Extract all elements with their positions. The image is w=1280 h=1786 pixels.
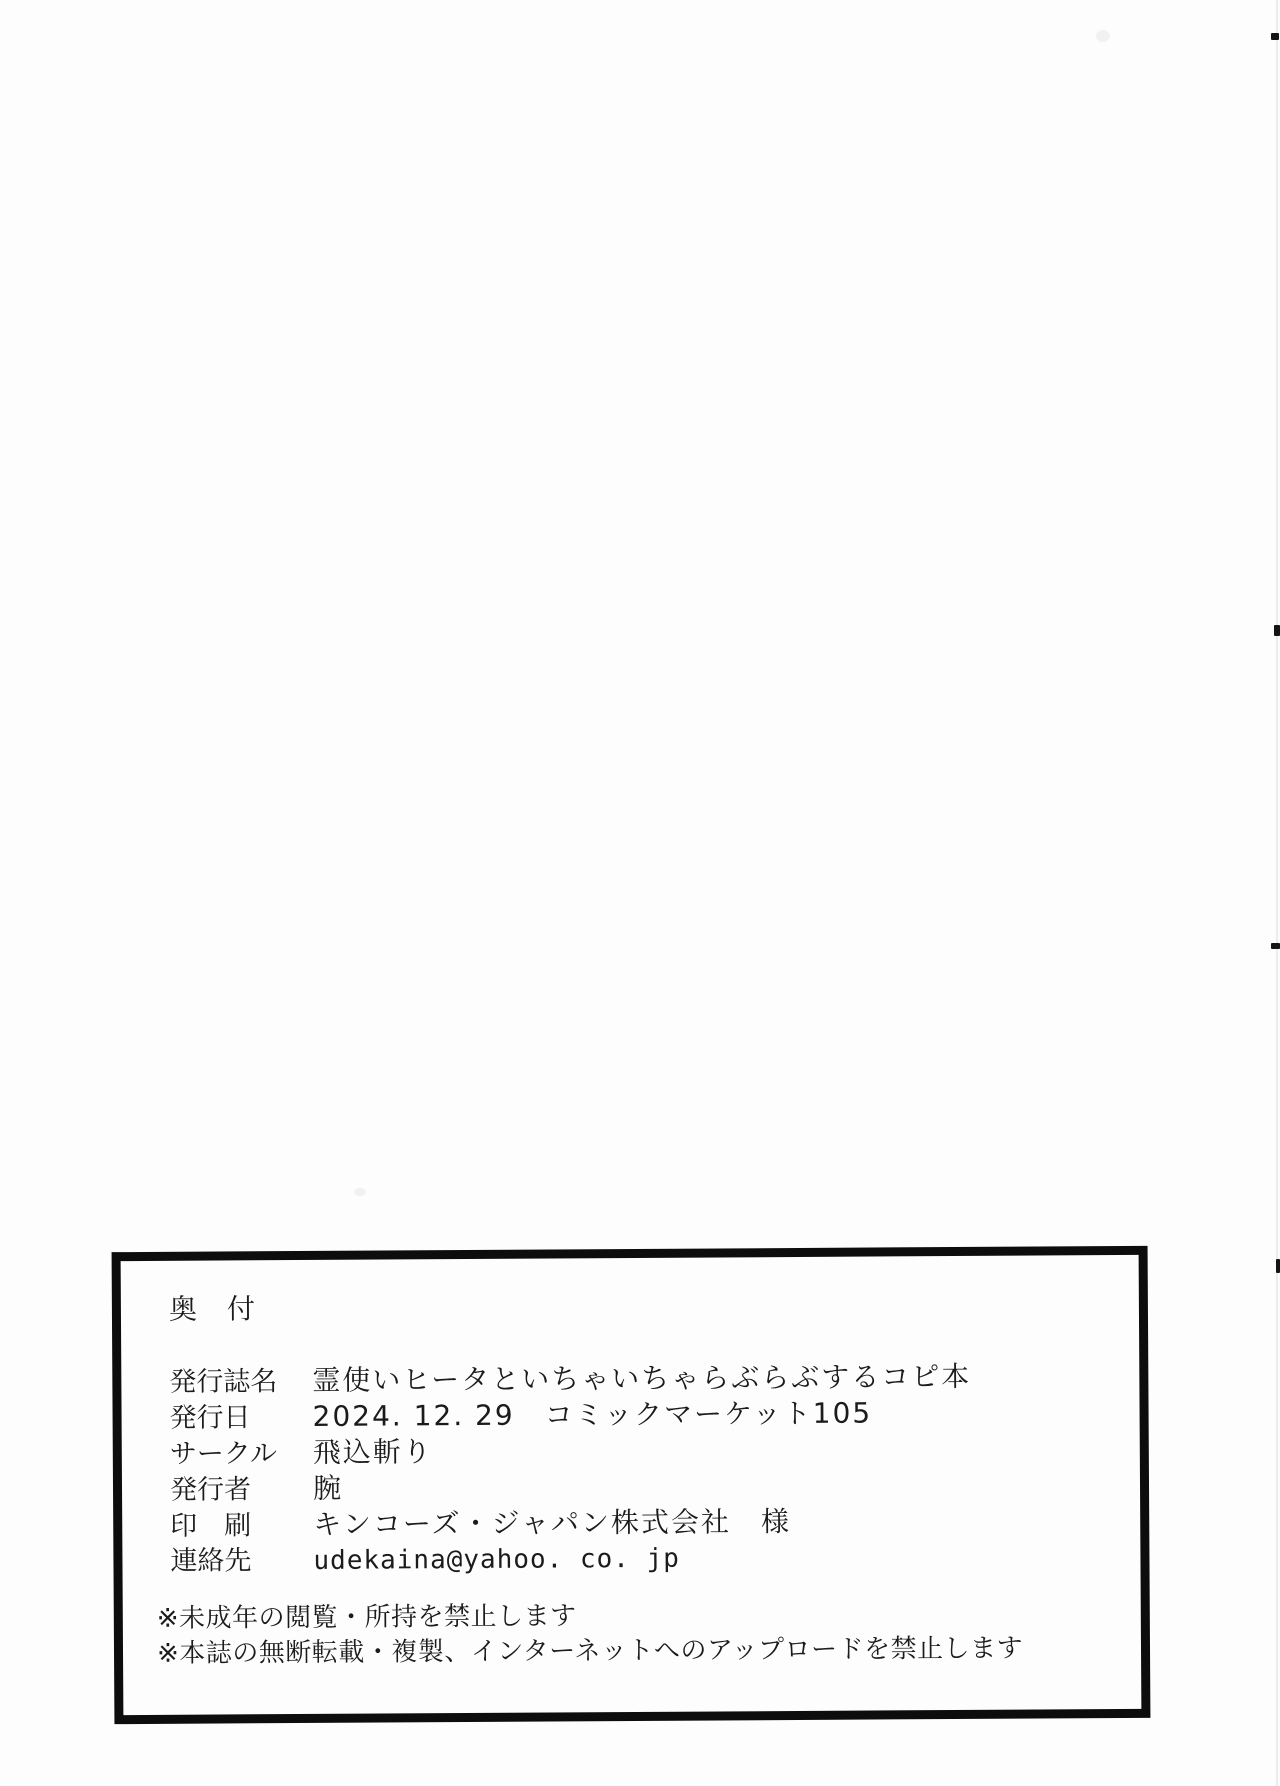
row-label: 印 刷	[170, 1510, 252, 1542]
colophon-box	[112, 1246, 1151, 1724]
row-label: 発行誌名	[169, 1366, 278, 1398]
colophon-row-publication-date	[169, 1394, 1119, 1436]
colophon-row-contact	[170, 1538, 1120, 1580]
page-scan-edge	[1276, 0, 1278, 1786]
colophon-title: 奥 付	[168, 1292, 257, 1326]
scan-smudge	[354, 1188, 366, 1196]
scan-artifact	[1274, 625, 1280, 636]
colophon-row-publisher	[170, 1466, 1120, 1508]
note-minors-prohibited: ※未成年の閲覧・所持を禁止します	[156, 1601, 577, 1634]
scan-artifact	[1276, 1259, 1280, 1273]
scan-artifact	[1271, 943, 1280, 949]
row-label: サークル	[169, 1438, 278, 1470]
row-value: 霊使いヒータといちゃいちゃらぶらぶするコピ本	[312, 1359, 972, 1397]
colophon-notes	[157, 1596, 1127, 1672]
row-value: 飛込斬り	[312, 1435, 433, 1469]
row-value: 2024. 12. 29 コミックマーケット105	[312, 1396, 873, 1433]
row-label: 連絡先	[170, 1545, 252, 1577]
scan-smudge	[1096, 30, 1110, 42]
colophon-row-publication-title	[169, 1358, 1119, 1400]
note-no-reproduction: ※本誌の無断転載・複製、インターネットへのアップロードを禁止します	[156, 1633, 1024, 1669]
colophon-row-circle	[170, 1430, 1120, 1472]
row-value: キンコーズ・ジャパン株式会社 様	[313, 1505, 792, 1541]
row-value: 腕	[312, 1471, 344, 1505]
colophon-row-printer	[170, 1502, 1120, 1544]
row-label: 発行日	[169, 1402, 251, 1434]
colophon-rows	[169, 1358, 1120, 1580]
scan-artifact	[1271, 33, 1279, 40]
row-value-email: udekaina@yahoo. co. jp	[313, 1543, 680, 1576]
row-label: 発行者	[169, 1474, 252, 1506]
